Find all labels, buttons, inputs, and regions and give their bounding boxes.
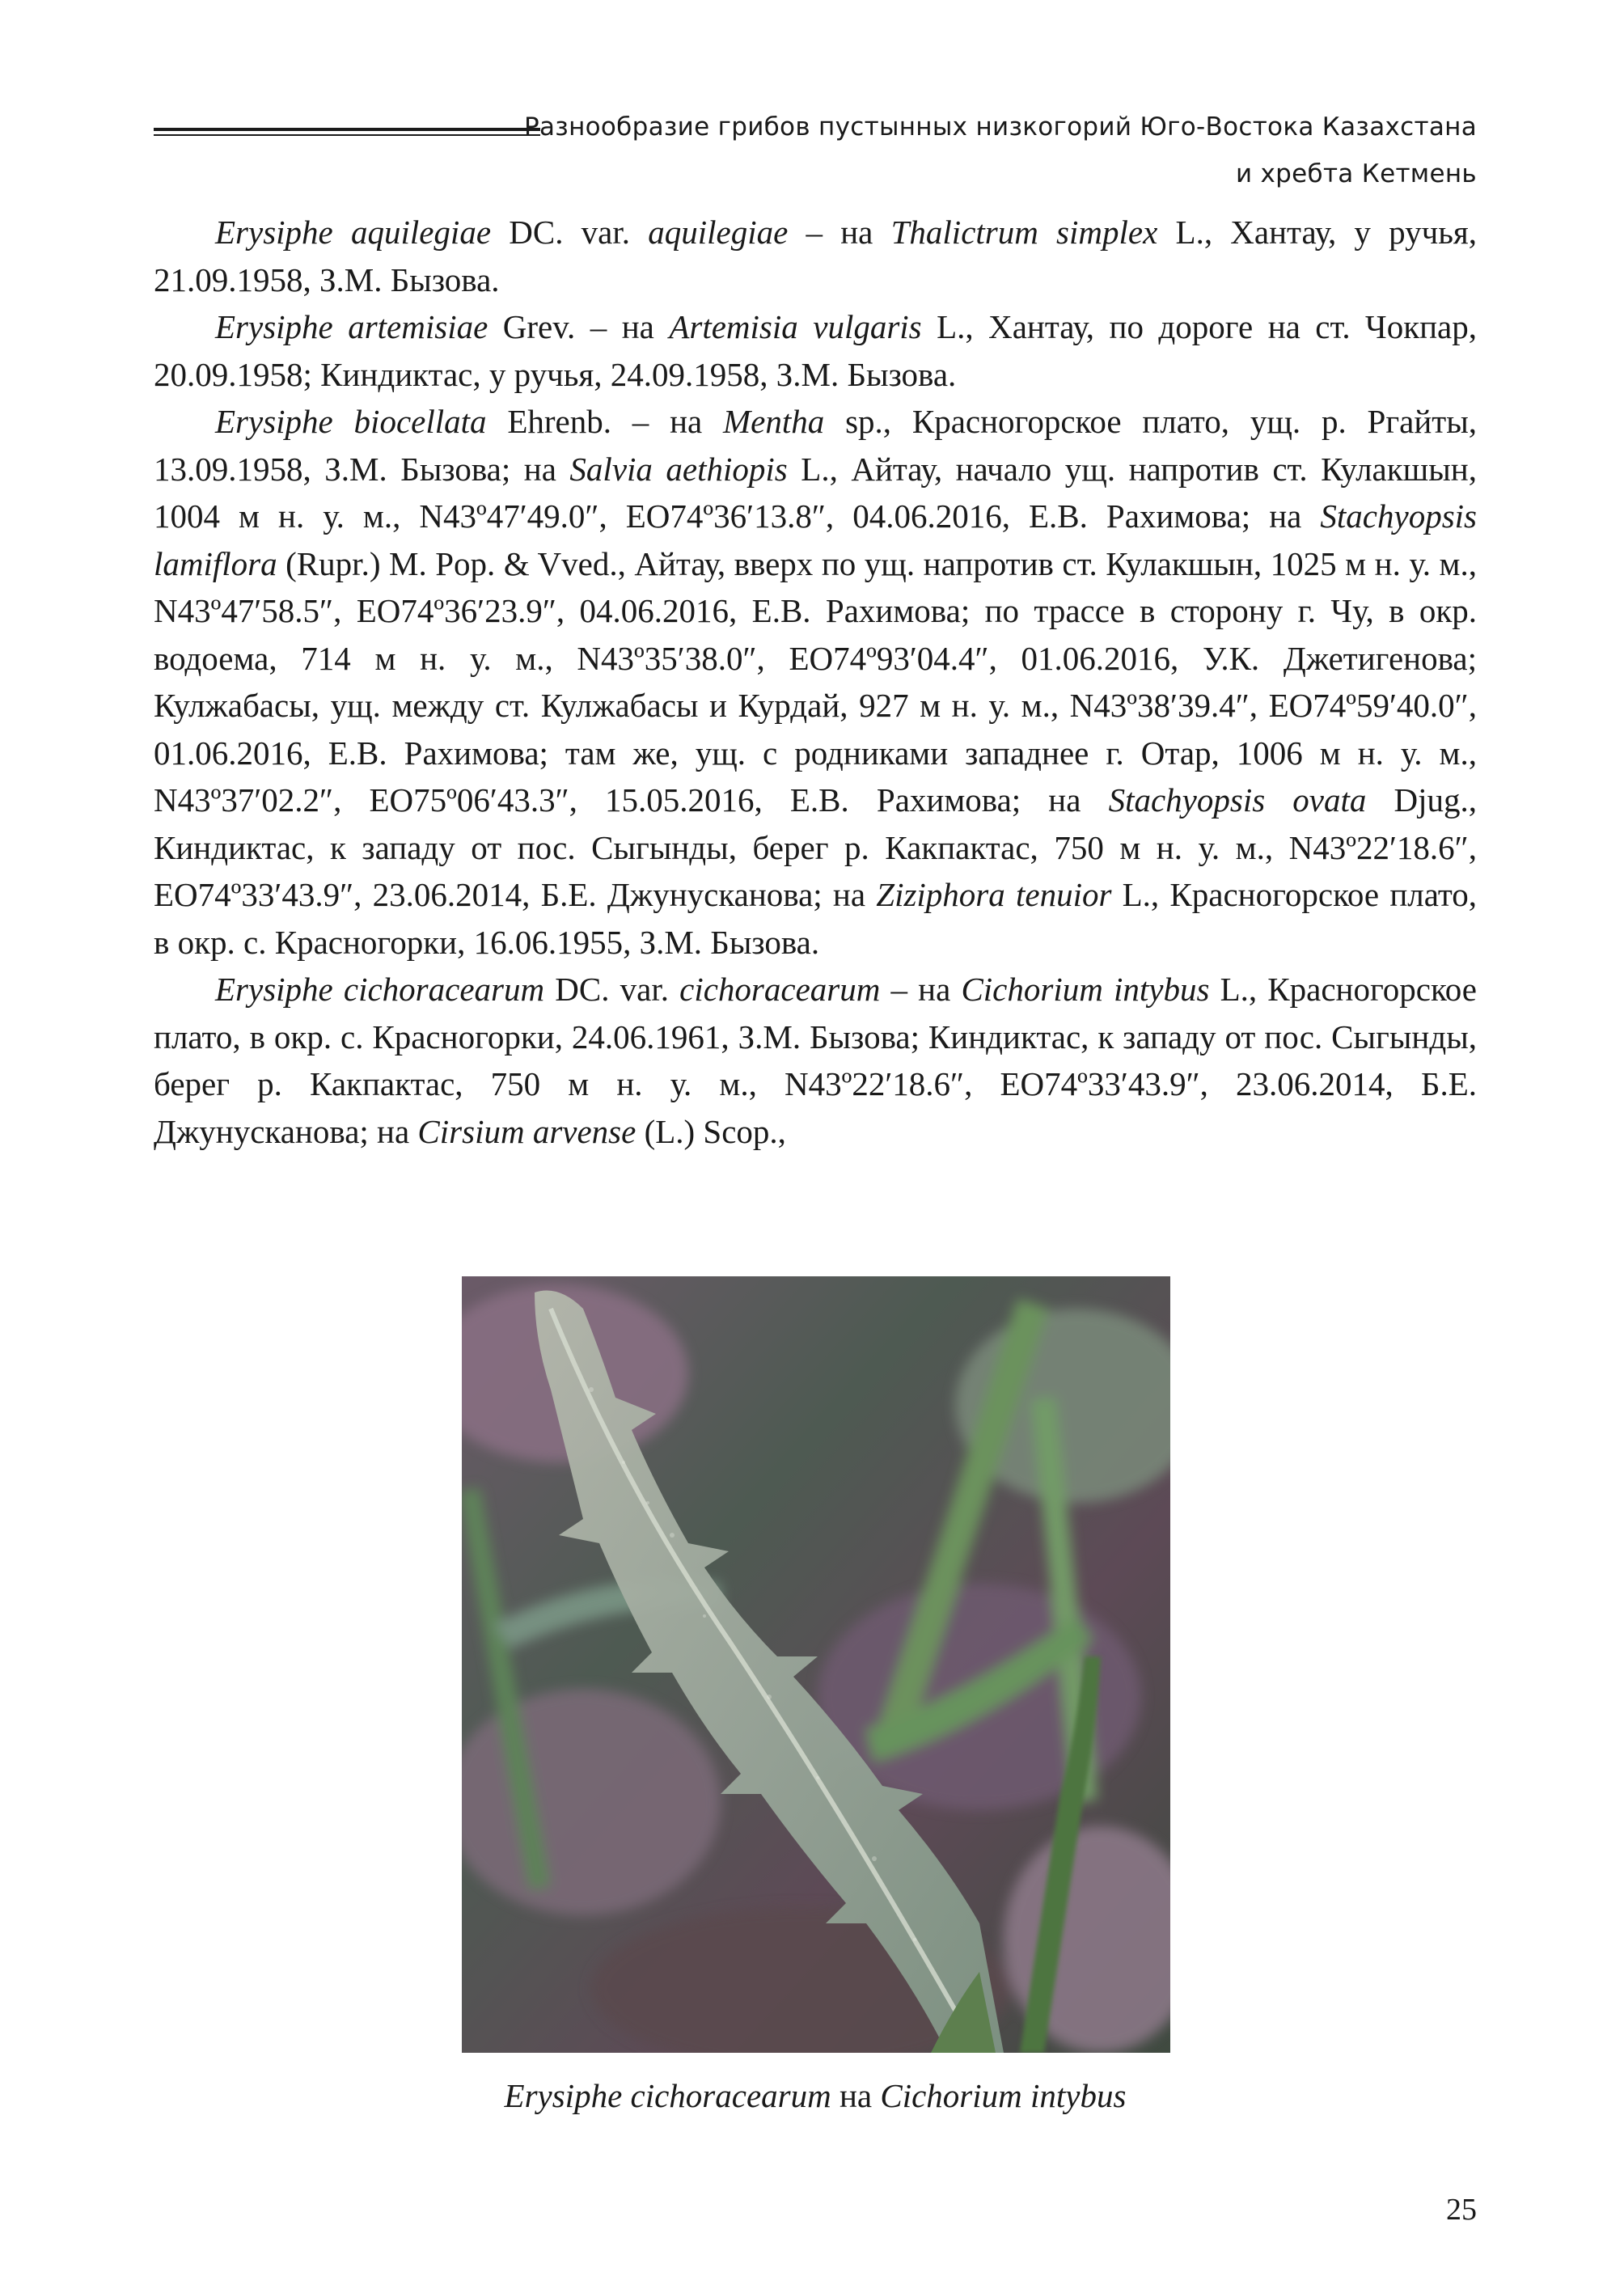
text-run: L., Красногорское плато, в окр. с. Красногорки, 16.06.1955, З.М. Бызова. (154, 876, 1477, 961)
species-name: Erysiphe cichoracearum (215, 971, 545, 1008)
host-name: Cichorium intybus (961, 971, 1210, 1008)
variety-name: cichoracearum (679, 971, 881, 1008)
caption-connector: на (831, 2077, 881, 2114)
figure-caption (154, 2075, 1477, 2116)
caption-host: Cichorium intybus (880, 2077, 1127, 2114)
text-run: Djug., Киндиктас, к западу от пос. Сыгынды, берег р. Какпактас, 750 м н. у. м., N43º22′18.6″, EO74º33′43.9″, 23.06.2014, Б.Е. Джунусканова; на (154, 781, 1477, 913)
paragraph (154, 966, 1477, 1155)
host-name: Ziziphora tenuior (876, 876, 1112, 913)
text-run: DC. var. (544, 971, 680, 1008)
species-name: Erysiphe aquilegiae (215, 214, 492, 251)
text-run: – на (788, 214, 891, 251)
text-run: L., Хантау, по дороге на ст. Чокпар, 20.09.1958; Киндиктас, у ручья, 24.09.1958, З.М. Бызова. (154, 308, 1478, 393)
running-head (506, 104, 1477, 197)
header-rule (154, 128, 540, 136)
variety-name: aquilegiae (648, 214, 789, 251)
caption-species: Erysiphe cichoracearum (504, 2077, 831, 2114)
host-name: Salvia aethiopis (569, 450, 788, 488)
host-name: Thalictrum simplex (890, 214, 1158, 251)
text-run: (Rupr.) M. Pop. & Vved., Айтау, вверх по ущ. напротив ст. Кулакшын, 1025 м н. у. м., N43º47′58.5″, EO74º36′23.9″, 04.06.2016, Е.В. Рахимова; по трассе в сторону г. Чу, в окр. водоема, 714 м н. у. м., N43º35′38.0″, EO74º93′04.4″, 01.06.2016, У.К. Джетигенова; Кулжабасы, ущ. между ст. Кулжабасы и Курдай, 927 м н. у. м., N43º38′39.4″, EO74º59′40.0″, 01.06.2016, Е.В. Рахимова; там же, ущ. с родниками западнее г. Отар, 1006 м н. у. м., N43º37′02.2″, EO75º06′43.3″, 15.05.2016, Е.В. Рахимова; на (154, 544, 1477, 819)
text-run: Ehrenb. – на (486, 403, 724, 440)
paragraph (154, 209, 1477, 303)
text-run: L., Хантау, у ручья, 21.09.1958, З.М. Бызова. (154, 214, 1478, 298)
host-name: Cirsium arvense (417, 1112, 636, 1150)
species-name: Erysiphe biocellata (215, 403, 487, 440)
host-name: Stachyopsis lamiflora (154, 497, 1477, 582)
paragraph (154, 303, 1477, 398)
text-run: L., Айтау, начало ущ. напротив ст. Кулакшын, 1004 м н. у. м., N43º47′49.0″, EO74º36′13.8″, 04.06.2016, Е.В. Рахимова; на (154, 450, 1477, 535)
running-head-line-2: и хребта Кетмень (1235, 159, 1477, 188)
page-number: 25 (1446, 2193, 1477, 2227)
figure-photo (462, 1276, 1170, 2053)
host-name: Stachyopsis ovata (1108, 781, 1367, 819)
host-name: Mentha (723, 403, 825, 440)
text-run: (L.) Scop., (636, 1112, 786, 1150)
text-run: Grev. – на (488, 308, 670, 345)
paragraph (154, 398, 1477, 966)
species-name: Erysiphe artemisiae (215, 308, 488, 345)
host-name: Artemisia vulgaris (669, 308, 922, 345)
text-run: L., Красногорское плато, в окр. с. Красногорки, 24.06.1961, З.М. Бызова; Киндиктас, к западу от пос. Сыгынды, берег р. Какпактас, 750 м н. у. м., N43º22′18.6″, EO74º33′43.9″, 23.06.2014, Б.Е. Джунусканова; на (154, 971, 1477, 1150)
body-text (154, 209, 1477, 1155)
text-run: DC. var. (491, 214, 649, 251)
text-run: – на (880, 971, 962, 1008)
running-head-line-1: Разнообразие грибов пустынных низкогорий Юго-Востока Казахстана (524, 112, 1477, 142)
text-run: sp., Красногорское плато, ущ. р. Ргайты, 13.09.1958, З.М. Бызова; на (154, 403, 1477, 488)
